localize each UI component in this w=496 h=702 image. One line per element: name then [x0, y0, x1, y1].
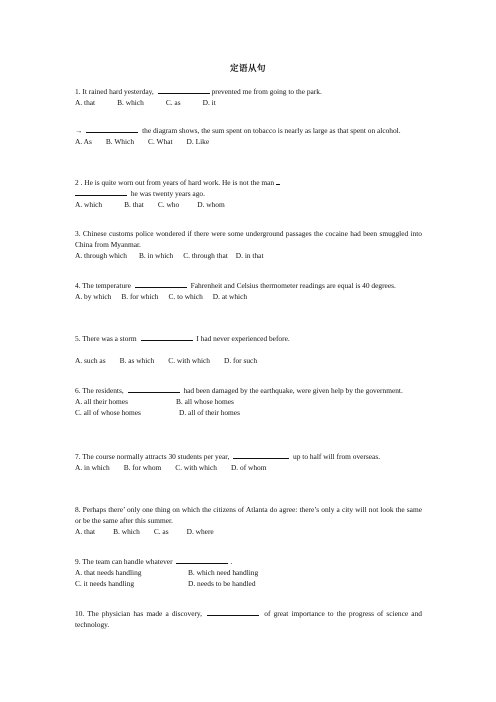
question-stem: 9. The team can handle whatever . [75, 557, 233, 566]
question-6 [75, 385, 422, 418]
question-arrow [75, 125, 422, 147]
question-8 [75, 504, 422, 537]
question-options: A. in which B. for whom C. with which D. of whom [75, 463, 267, 472]
question-stem: → the diagram shows, the sum spent on tobacco is nearly as large as that spent on alcohol. [75, 126, 401, 135]
answer-blank [233, 451, 289, 459]
question-options: A. that B. which C. as D. it [75, 98, 216, 107]
question-7 [75, 451, 422, 473]
answer-blank [141, 333, 193, 341]
question-options: A. that B. which C. as D. where [75, 527, 214, 536]
question-options: A. As B. Which C. What D. Like [75, 137, 210, 146]
question-3 [75, 228, 422, 261]
question-stem: 10. The physician has made a discovery, of great importance to the progress of science and technology. [75, 609, 422, 629]
answer-blank [75, 188, 127, 196]
question-5 [75, 333, 422, 366]
question-stem: 7. The course normally attracts 30 students per year, up to half will from overseas. [75, 452, 381, 461]
answer-blank [128, 385, 180, 393]
question-9 [75, 556, 422, 589]
question-stem: 8. Perhaps there’ only one thing on which the citizens of Atlanta do agree: there’s only a city will not look the same or be the same after this summer. [75, 505, 422, 525]
question-1 [75, 86, 422, 108]
question-2 [75, 177, 422, 210]
page-title: 定语从句 [229, 63, 266, 73]
question-stem: 3. Chinese customs police wondered if there were some underground passages the cocaine had been smuggled into China from Myanmar. [75, 229, 422, 249]
question-stem: 1. It rained hard yesterday, prevented me from going to the park. [75, 87, 322, 96]
answer-blank [207, 608, 259, 616]
question-options: A. such as B. as which C. with which D. for such [75, 356, 258, 365]
question-10 [75, 608, 422, 630]
answer-blank [135, 280, 187, 288]
question-options: A. all their homes B. all whose homes [75, 397, 234, 406]
question-stem: 6. The residents, had been damaged by the earthquake, were given help by the government. [75, 386, 403, 395]
question-options: C. all of whose homes D. all of their homes [75, 408, 240, 417]
question-stem: 5. There was a storm I had never experienced before. [75, 334, 290, 343]
question-4 [75, 280, 422, 302]
question-stem: 2 . He is quite worn out from years of hard work. He is not the man [75, 177, 422, 188]
answer-blank [158, 86, 210, 94]
answer-blank [176, 556, 228, 564]
question-options: C. it needs handling D. needs to be handled [75, 579, 256, 588]
question-options: A. that needs handling B. which need handling [75, 568, 259, 577]
question-options: A. by which B. for which C. to which D. at which [75, 292, 248, 301]
question-options: A. which B. that C. who D. whom [75, 200, 225, 209]
answer-blank [86, 125, 138, 133]
question-stem: 4. The temperature Fahrenheit and Celsius thermometer readings are equal is 40 degrees. [75, 281, 396, 290]
question-options: A. through which B. in which C. through that D. in that [75, 251, 264, 260]
question-stem-cont: he was twenty years ago. [75, 188, 422, 199]
